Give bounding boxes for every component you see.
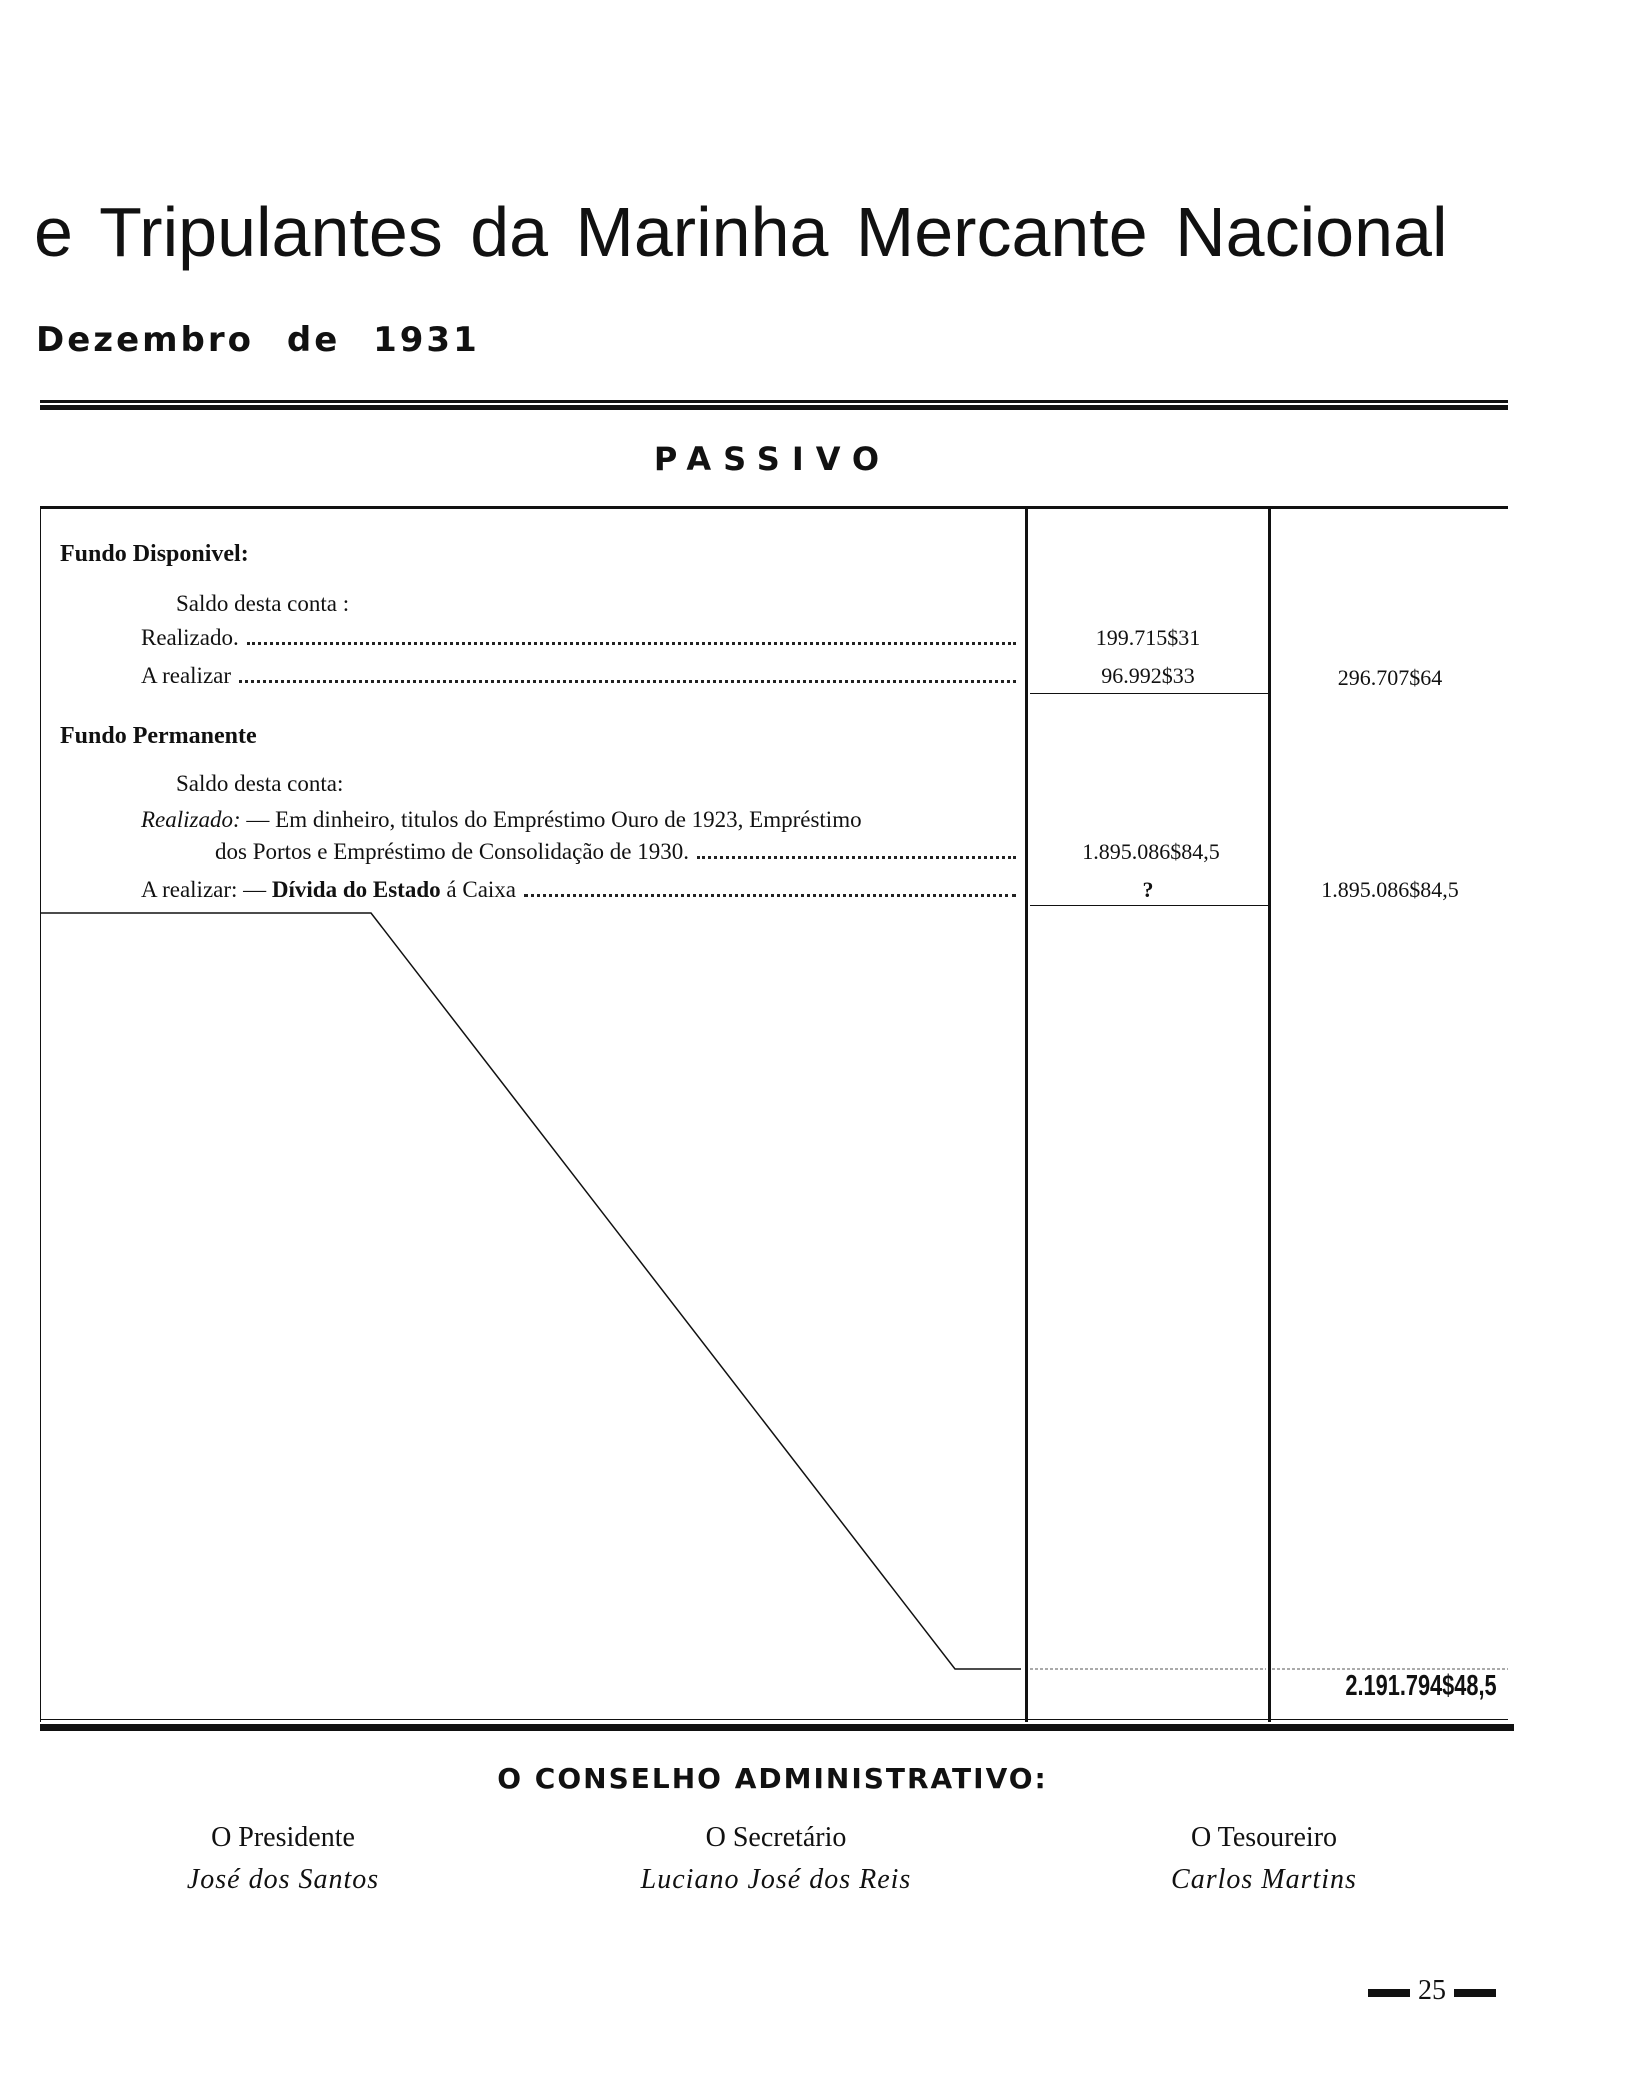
fp-realizado-text-2: dos Portos e Empréstimo de Consolidação de 1930. [215, 839, 689, 864]
page-title: e Tripulantes da Marinha Mercante Nacional [34, 193, 1448, 271]
fd-a-realizar-label: A realizar [141, 663, 232, 688]
page-subtitle: Dezembro de 1931 [36, 320, 480, 360]
page-number-text: 25 [1418, 1975, 1446, 2006]
section-title: PASSIVO [653, 440, 892, 478]
council-title: O CONSELHO ADMINISTRATIVO: [497, 1762, 1048, 1795]
fp-realizado-text-1: — Em dinheiro, titulos do Empréstimo Ouro de 1923, Empréstimo [246, 807, 862, 832]
signature-name: Carlos Martins [1171, 1864, 1357, 1895]
signature-president [73, 1822, 493, 1896]
fp-a-realizar-label: A realizar: — [141, 877, 267, 902]
fundo-permanente-saldo: Saldo desta conta: [176, 771, 344, 796]
fd-total: 296.707$64 [1337, 665, 1443, 690]
fundo-disponivel-saldo: Saldo desta conta : [176, 591, 350, 616]
decorative-bar [1368, 1989, 1410, 1997]
fd-a-realizar-value: 96.992$33 [1101, 663, 1195, 688]
signature-name: Luciano José dos Reis [640, 1864, 912, 1895]
fp-a-realizar-value: ? [1142, 877, 1154, 902]
decorative-bar [1454, 1989, 1496, 1997]
fp-a-realizar-rest: á Caixa [446, 877, 516, 902]
fundo-permanente-heading: Fundo Permanente [60, 723, 257, 749]
fd-realizado-label: Realizado. [141, 625, 239, 650]
fp-realizado-value: 1.895.086$84,5 [1082, 839, 1220, 864]
page-number [1360, 1975, 1504, 2007]
fp-total: 1.895.086$84,5 [1321, 877, 1459, 902]
fp-a-realizar-bold: Dívida do Estado [271, 877, 441, 902]
signature-role: O Presidente [211, 1822, 355, 1853]
fundo-disponivel-heading: Fundo Disponivel: [60, 541, 249, 567]
fp-realizado-label: Realizado: [141, 807, 241, 832]
signature-secretary [566, 1822, 986, 1896]
signature-role: O Tesoureiro [1190, 1822, 1338, 1853]
fd-realizado-value: 199.715$31 [1095, 625, 1201, 650]
signature-name: José dos Santos [186, 1864, 380, 1895]
grand-total: 2.191.794$48,5 [1345, 1670, 1497, 1702]
signature-role: O Secretário [705, 1822, 847, 1853]
signature-treasurer [1054, 1822, 1474, 1896]
